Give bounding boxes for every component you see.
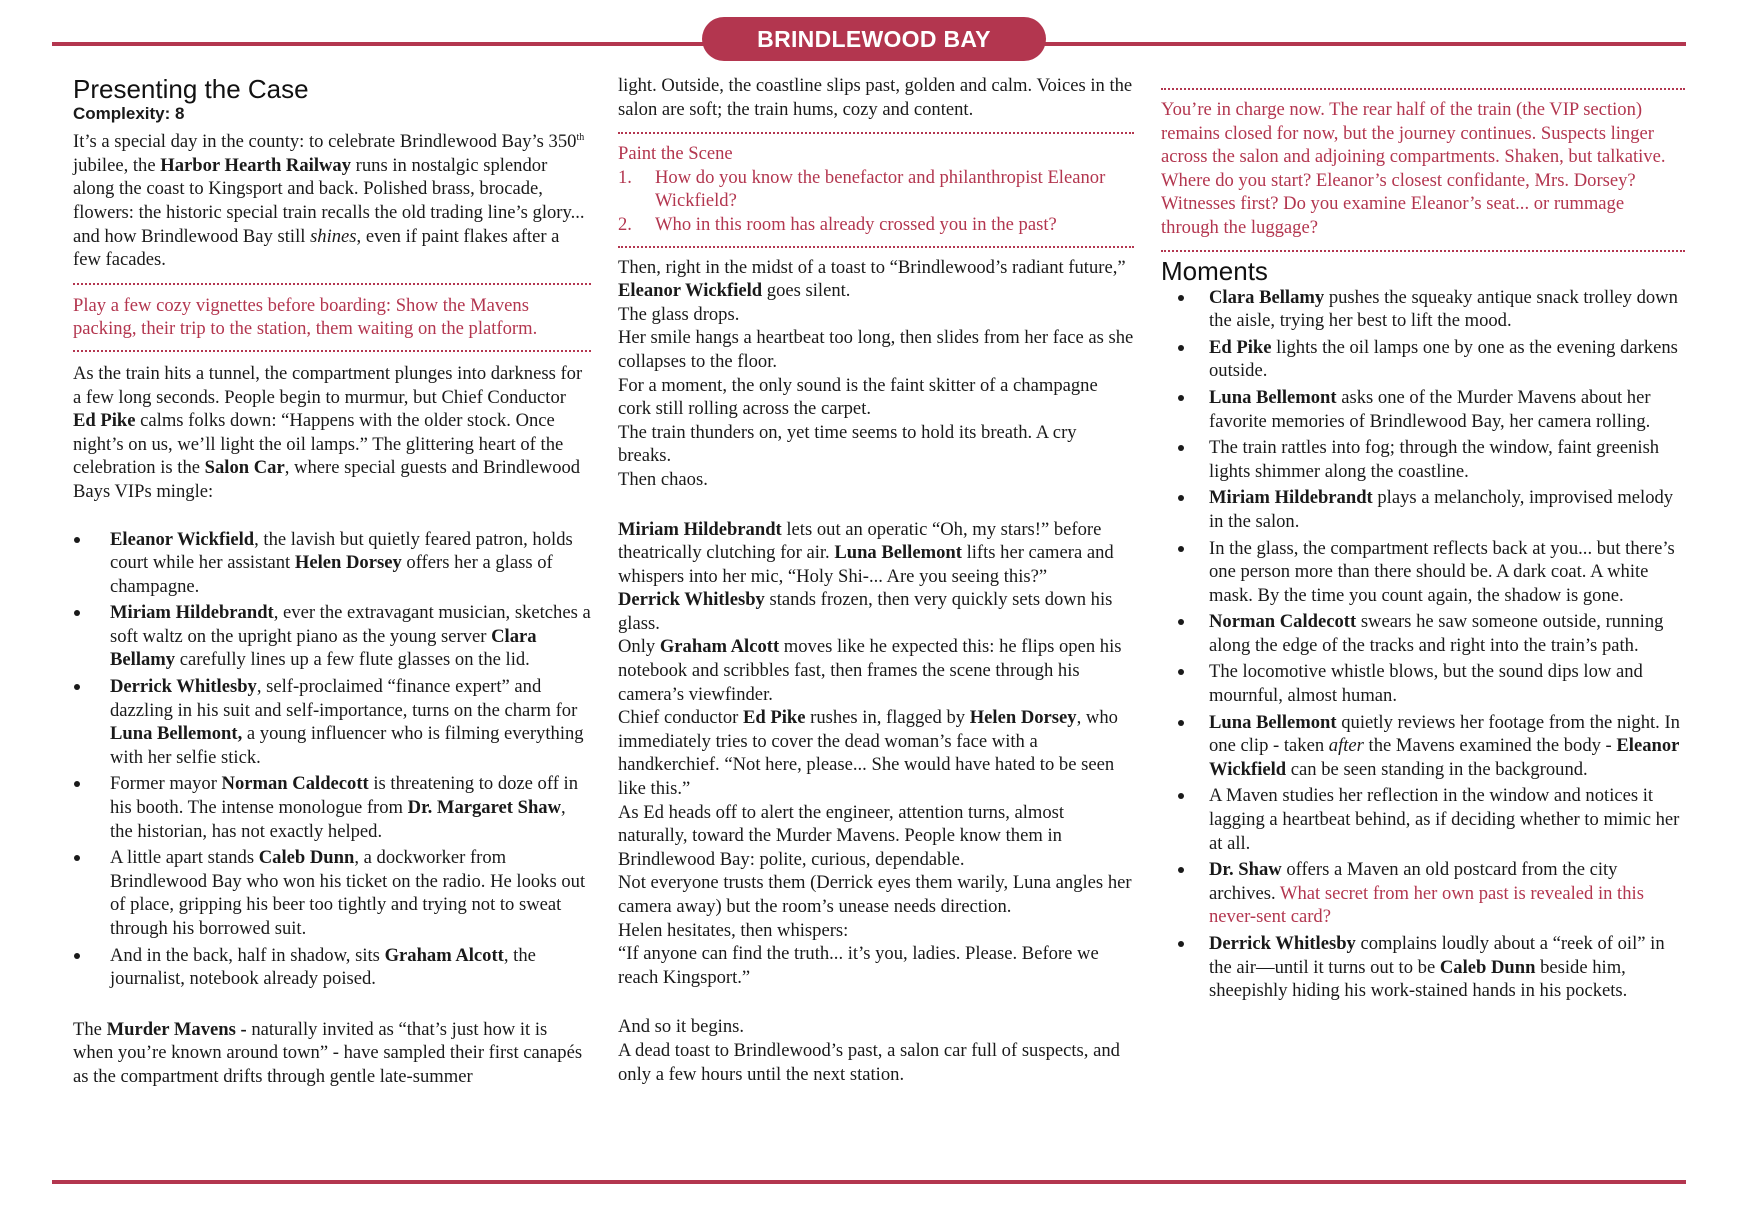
list-item: A Maven studies her reflection in the window and notices it lagging a heartbeat behind, as if deciding whether to mimic her at all. — [1161, 784, 1685, 855]
list-item: Dr. Shaw offers a Maven an old postcard from the city archives. What secret from her own past is revealed in this never-sent card? — [1161, 858, 1685, 929]
tunnel-paragraph: As the train hits a tunnel, the compartment plunges into darkness for a few long seconds. People begin to murmur, but Chief Conductor Ed Pike calms folks down: “Happens with the older stock. Once night’s on us, we’ll light the oil lamps.” The glittering heart of the celebration is the Salon Car, where special guests and Brindlewood Bays VIPs mingle: — [73, 362, 583, 502]
vignette-note: Play a few cozy vignettes before boarding: Show the Mavens packing, their trip to the station, them waiting on the platform. — [73, 294, 538, 340]
narrative-line: Her smile hangs a heartbeat too long, then slides from her face as she collapses to the floor. — [618, 327, 1134, 372]
narrative-line: Helen hesitates, then whispers: — [618, 919, 849, 941]
charge-paragraph: You’re in charge now. The rear half of the train (the VIP section) remains closed for now, but the journey continues. Suspects linger across the salon and adjoining compartments. Shaken, but talkative. — [1161, 99, 1666, 168]
miriam-paragraph: Miriam Hildebrandt lets out an operatic “Oh, my stars!” before theatrically clutching for air. Luna Bellemont lifts her camera and whispers into her mic, “Holy Shi-... Are you seeing this?” — [618, 518, 1114, 587]
dotted-divider — [618, 132, 1134, 134]
toast-paragraph: Then, right in the midst of a toast to “Brindlewood’s radiant future,” Eleanor Wickfield goes silent. — [618, 256, 1126, 302]
dotted-divider — [618, 246, 1134, 248]
bottom-rule — [52, 1180, 1686, 1184]
column-middle — [618, 74, 1134, 1086]
list-item: And in the back, half in shadow, sits Graham Alcott, the journalist, notebook already poised. — [73, 944, 591, 991]
continued-paragraph: light. Outside, the coastline slips past, golden and calm. Voices in the salon are soft; the train hums, cozy and content. — [618, 75, 1133, 120]
narrative-line: The glass drops. — [618, 303, 740, 325]
edpike-paragraph: Chief conductor Ed Pike rushes in, flagged by Helen Dorsey, who immediately tries to cover the dead woman’s face with a handkerchief. “Not here, please... She would have hated to be seen like this.” — [618, 707, 1118, 800]
moments-title: Moments — [1161, 255, 1268, 286]
dotted-divider — [73, 350, 591, 352]
list-item: Former mayor Norman Caldecott is threatening to doze off in his booth. The intense monologue from Dr. Margaret Shaw, the historian, has not exactly helped. — [73, 772, 591, 843]
list-item: Luna Bellemont quietly reviews her footage from the night. In one clip - taken after the Mavens examined the body - Eleanor Wickfield can be seen standing in the background. — [1161, 711, 1685, 782]
narrative-line: Then chaos. — [618, 468, 708, 490]
scene-questions — [618, 166, 1134, 237]
dotted-divider — [1161, 250, 1685, 252]
complexity-label: Complexity: 8 — [73, 104, 185, 123]
list-item: A little apart stands Caleb Dunn, a dockworker from Brindlewood Bay who won his ticket on the radio. He looks out of place, gripping his beer too tightly and trying not to sweat through his borrowed suit. — [73, 846, 591, 940]
dotted-divider — [1161, 88, 1685, 90]
narrative-line: A dead toast to Brindlewood’s past, a salon car full of suspects, and only a few hours until the next station. — [618, 1039, 1120, 1085]
list-item: Miriam Hildebrandt, ever the extravagant musician, sketches a soft waltz on the upright piano as the young server Clara Bellamy carefully lines up a few flute glasses on the lid. — [73, 601, 591, 672]
page-banner: BRINDLEWOOD BAY — [702, 17, 1046, 61]
list-item: Miriam Hildebrandt plays a melancholy, improvised melody in the salon. — [1161, 486, 1685, 533]
list-item: Norman Caldecott swears he saw someone outside, running along the edge of the tracks and right into the train’s path. — [1161, 610, 1685, 657]
narrative-line: For a moment, the only sound is the faint skitter of a champagne cork still rolling across the carpet. — [618, 374, 1098, 420]
narrative-line: As Ed heads off to alert the engineer, attention turns, almost naturally, toward the Murder Mavens. People know them in Brindlewood Bay: polite, curious, dependable. — [618, 801, 1065, 870]
list-item: Derrick Whitlesby, self-proclaimed “finance expert” and dazzling in his suit and self-importance, turns on the charm for Luna Bellemont, a young influencer who is filming everything with her selfie stick. — [73, 675, 591, 769]
narrative-line: And so it begins. — [618, 1016, 745, 1038]
list-item: Luna Bellemont asks one of the Murder Mavens about her favorite memories of Brindlewood Bay, her camera rolling. — [1161, 386, 1685, 433]
moments-list — [1161, 286, 1685, 1003]
list-item: The train rattles into fog; through the window, faint greenish lights shimmer along the coastline. — [1161, 436, 1685, 483]
list-item: 1. How do you know the benefactor and philanthropist Eleanor Wickfield? — [618, 166, 1106, 212]
list-item: Derrick Whitlesby complains loudly about a “reek of oil” in the air—until it turns out to be Caleb Dunn beside him, sheepishly hiding his work-stained hands in his pockets. — [1161, 932, 1685, 1003]
mavens-paragraph: The Murder Mavens - naturally invited as “that’s just how it is when you’re known around town” - have sampled their first canapés as the compartment drifts through gentle late-summer — [73, 1018, 583, 1087]
intro-paragraph: It’s a special day in the county: to celebrate Brindlewood Bay’s 350th jubilee, the Harbor Hearth Railway runs in nostalgic splendor along the coast to Kingsport and back. Polished brass, brocade, flowers: the historic special train recalls the old trading line’s glory... and how Brindlewood Bay still shines, even if paint flakes after a few facades. — [73, 131, 585, 271]
graham-paragraph: Only Graham Alcott moves like he expected this: he flips open his notebook and scribbles fast, then frames the scene through his camera’s viewfinder. — [618, 636, 1122, 705]
guest-list — [73, 528, 591, 991]
list-item: The locomotive whistle blows, but the sound dips low and mournful, almost human. — [1161, 660, 1685, 707]
dotted-divider — [73, 283, 591, 285]
list-item: 2. Who in this room has already crossed you in the past? — [618, 213, 1057, 235]
derrick-paragraph: Derrick Whitlesby stands frozen, then very quickly sets down his glass. — [618, 589, 1113, 634]
narrative-line: “If anyone can find the truth... it’s you, ladies. Please. Before we reach Kingsport.” — [618, 943, 1099, 988]
list-item: Eleanor Wickfield, the lavish but quietly feared patron, holds court while her assistant Helen Dorsey offers her a glass of champagne. — [73, 528, 591, 599]
scene-title: Paint the Scene — [618, 143, 733, 165]
section-title: Presenting the Case — [73, 74, 309, 104]
list-item: Clara Bellamy pushes the squeaky antique snack trolley down the aisle, trying her best to lift the mood. — [1161, 286, 1685, 333]
list-item: Ed Pike lights the oil lamps one by one as the evening darkens outside. — [1161, 336, 1685, 383]
narrative-line: Not everyone trusts them (Derrick eyes them warily, Luna angles her camera away) but the room’s unease needs direction. — [618, 872, 1132, 917]
charge-question: Where do you start? Eleanor’s closest confidante, Mrs. Dorsey? Witnesses first? Do you examine Eleanor’s seat... or rummage through the luggage? — [1161, 169, 1636, 238]
narrative-line: The train thunders on, yet time seems to hold its breath. A cry breaks. — [618, 421, 1077, 467]
column-right — [1161, 74, 1685, 1006]
list-item: In the glass, the compartment reflects back at you... but there’s one person more than there should be. A dark coat. A white mask. By the time you count again, the shadow is gone. — [1161, 537, 1685, 608]
column-left — [73, 74, 591, 1089]
